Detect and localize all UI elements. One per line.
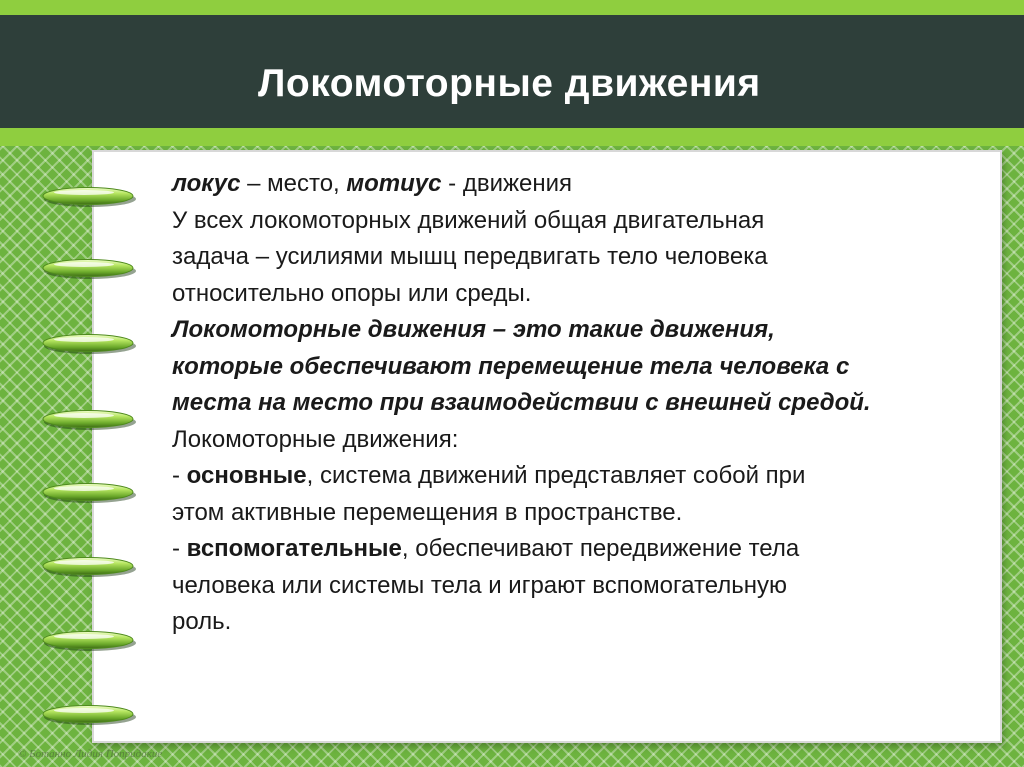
page-title: Локомоторные движения: [258, 62, 761, 105]
slide-body: [172, 166, 992, 641]
list-dash: -: [172, 535, 187, 562]
term-motius: мотиус: [346, 170, 442, 197]
list-dash: -: [172, 462, 187, 489]
list-term-basic: основные: [186, 462, 307, 489]
list-item-basic-cont: этом активные перемещения в пространстве.: [172, 498, 683, 526]
term-locus-meaning: – место,: [240, 170, 347, 197]
binding-ring-icon: [40, 556, 138, 578]
term-locus: локус: [172, 170, 241, 197]
body-line-terms: [172, 166, 992, 203]
list-term-auxiliary: вспомогательные: [186, 535, 402, 562]
top-accent-stripe: [0, 0, 1024, 15]
watermark: © Ботанно Лидия Попридакие: [18, 748, 163, 760]
list-item-auxiliary: [172, 531, 992, 568]
binding-ring-icon: [40, 186, 138, 208]
binding-ring-icon: [40, 482, 138, 504]
definition-line: места на место при взаимодействии с внешней средой.: [172, 389, 871, 416]
binding-ring-icon: [40, 333, 138, 355]
list-item-auxiliary-cont: человека или системы тела и играют вспомогательную: [172, 571, 788, 599]
body-line: задача – усилиями мышц передвигать тело человека: [172, 243, 768, 270]
definition-line: которые обеспечивают перемещение тела человека с: [172, 352, 850, 380]
binding-ring-icon: [40, 258, 138, 280]
list-item-auxiliary-cont: роль.: [172, 608, 232, 635]
list-text: , обеспечивают передвижение тела: [401, 535, 800, 562]
binding-ring-icon: [40, 630, 138, 652]
title-underline-stripe: [0, 128, 1024, 146]
term-motius-meaning: - движения: [441, 170, 573, 197]
body-line: относительно опоры или среды.: [172, 279, 532, 307]
list-text: , система движений представляет собой при: [306, 462, 806, 489]
list-item-basic: [172, 458, 992, 495]
types-heading: Локомоторные движения:: [172, 425, 459, 453]
body-line: У всех локомоторных движений общая двигательная: [172, 206, 765, 234]
binding-ring-icon: [40, 704, 138, 726]
binding-ring-icon: [40, 409, 138, 431]
definition-line: Локомоторные движения – это такие движения,: [172, 316, 775, 343]
